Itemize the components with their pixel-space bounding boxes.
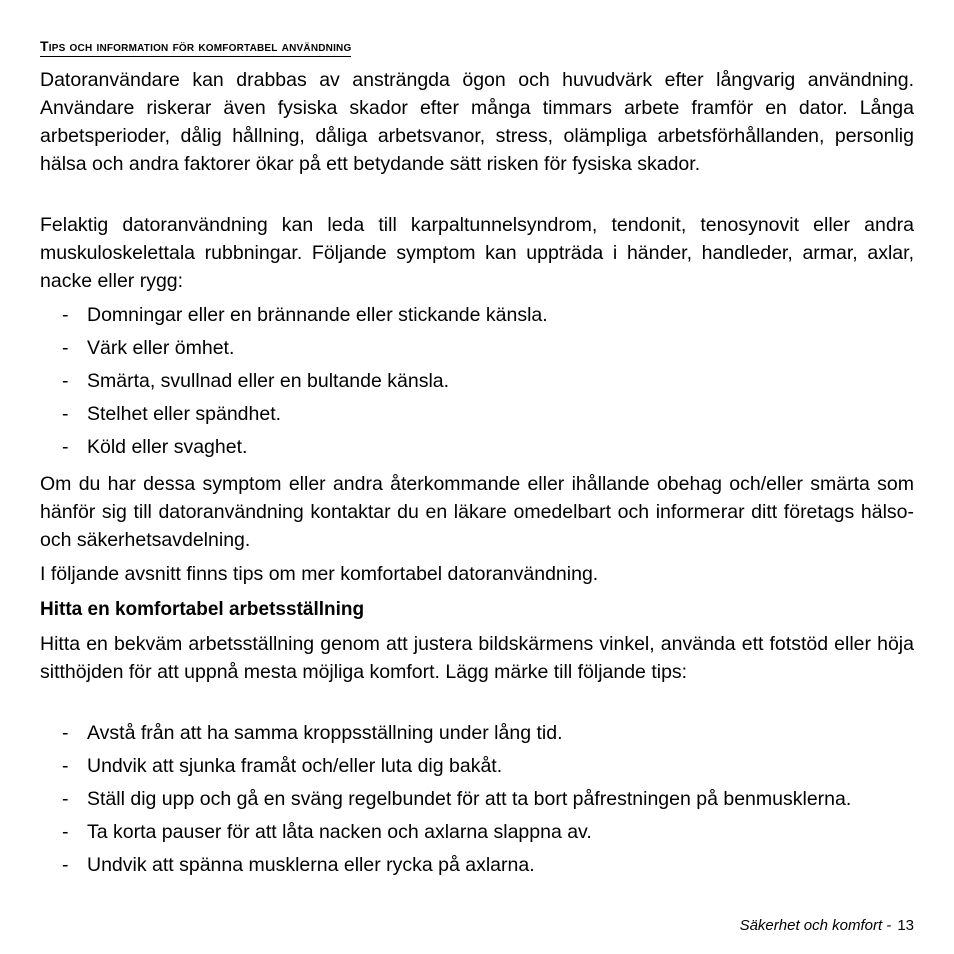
bullet-marker: - bbox=[62, 403, 69, 425]
paragraph-intro: Datoranvändare kan drabbas av ansträngda ögon och huvudvärk efter långvarig användning. Användare riskerar även fysiska skador efter många timmars arbete framför en dator. Långa arbetsperioder, dålig hållning, dåliga arbetsvanor, stress, olämpliga arbetsförhållanden, personlig hälsa och andra faktorer ökar på ett betydande sätt risken för fysiska skador. bbox=[40, 69, 914, 175]
bullet-marker: - bbox=[62, 304, 69, 326]
paragraph-contact-doctor: Om du har dessa symptom eller andra återkommande eller ihållande obehag och/eller smärta som hänför sig till datoranvändning kontaktar du en läkare omedelbart och informerar ditt företags hälso- och säkerhetsavdelning. bbox=[40, 473, 914, 551]
list-item-text: Köld eller svaghet. bbox=[87, 436, 248, 458]
list-item-text: Stelhet eller spändhet. bbox=[87, 403, 282, 425]
list-item bbox=[40, 401, 914, 428]
list-item-text: Domningar eller en brännande eller stickande känsla. bbox=[87, 304, 548, 326]
footer-label: Säkerhet och komfort - bbox=[739, 917, 892, 934]
bullet-marker: - bbox=[62, 436, 69, 458]
bullet-marker: - bbox=[62, 337, 69, 359]
list-item bbox=[40, 302, 914, 329]
list-item bbox=[40, 335, 914, 362]
list-item-text: Värk eller ömhet. bbox=[87, 337, 235, 359]
bullet-marker: - bbox=[62, 788, 69, 810]
paragraph-symptoms-intro: Felaktig datoranvändning kan leda till karpaltunnelsyndrom, tendonit, tenosynovit eller andra muskuloskelettala rubbningar. Följande symptom kan uppträda i händer, handleder, armar, axlar, nacke eller rygg: bbox=[40, 214, 914, 292]
tips-list bbox=[40, 720, 914, 885]
list-item-text: Ta korta pauser för att låta nacken och axlarna slappna av. bbox=[87, 821, 592, 843]
paragraph-work-position: Hitta en bekväm arbetsställning genom att justera bildskärmens vinkel, använda ett fotstöd eller höja sitthöjden för att uppnå mesta möjliga komfort. Lägg märke till följande tips: bbox=[40, 633, 914, 683]
list-item-text: Undvik att sjunka framåt och/eller luta dig bakåt. bbox=[87, 755, 503, 777]
list-item bbox=[40, 753, 914, 780]
bullet-marker: - bbox=[62, 854, 69, 876]
list-item-text: Ställ dig upp och gå en sväng regelbundet för att ta bort påfrestningen på benmusklerna. bbox=[87, 788, 852, 810]
list-item bbox=[40, 852, 914, 879]
list-item bbox=[40, 819, 914, 846]
subheading: Hitta en komfortabel arbetsställning bbox=[40, 599, 365, 620]
page-number: 13 bbox=[897, 917, 914, 934]
list-item bbox=[40, 434, 914, 461]
list-item bbox=[40, 720, 914, 747]
section-title: Tips och information för komfortabel användning bbox=[40, 36, 351, 57]
list-item bbox=[40, 368, 914, 395]
symptoms-list bbox=[40, 302, 914, 467]
bullet-marker: - bbox=[62, 370, 69, 392]
bullet-marker: - bbox=[62, 821, 69, 843]
list-item bbox=[40, 786, 914, 813]
bullet-marker: - bbox=[62, 722, 69, 744]
bullet-marker: - bbox=[62, 755, 69, 777]
paragraph-following-section: I följande avsnitt finns tips om mer komfortabel datoranvändning. bbox=[40, 563, 599, 585]
list-item-text: Undvik att spänna musklerna eller rycka på axlarna. bbox=[87, 854, 535, 876]
page-footer bbox=[740, 916, 914, 936]
list-item-text: Smärta, svullnad eller en bultande känsla. bbox=[87, 370, 450, 392]
list-item-text: Avstå från att ha samma kroppsställning under lång tid. bbox=[87, 722, 563, 744]
